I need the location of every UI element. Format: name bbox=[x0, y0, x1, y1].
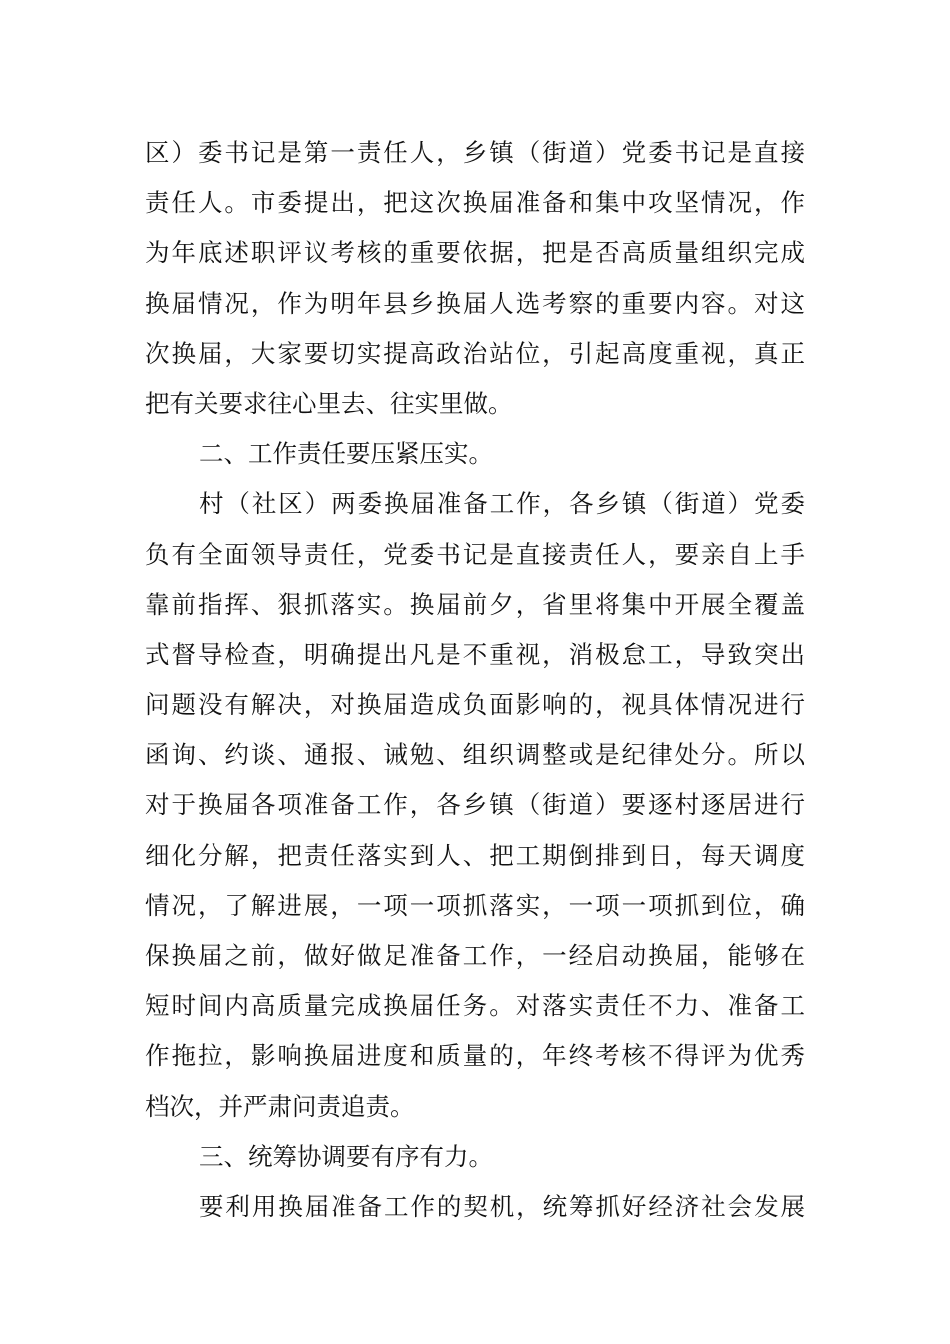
paragraph-line: 靠前指挥、狠抓落实。换届前夕，省里将集中开展全覆盖 bbox=[145, 589, 805, 619]
section-heading: 三、统筹协调要有序有力。 bbox=[199, 1141, 493, 1171]
paragraph-line: 作拖拉，影响换届进度和质量的，年终考核不得评为优秀 bbox=[145, 1041, 805, 1071]
paragraph-line: 函询、约谈、通报、诫勉、组织调整或是纪律处分。所以 bbox=[145, 740, 805, 770]
paragraph-line: 情况，了解进展，一项一项抓落实，一项一项抓到位，确 bbox=[145, 890, 805, 920]
paragraph-line: 短时间内高质量完成换届任务。对落实责任不力、准备工 bbox=[145, 991, 805, 1021]
paragraph-line: 责任人。市委提出，把这次换届准备和集中攻坚情况，作 bbox=[145, 188, 805, 218]
document-page bbox=[145, 128, 805, 1232]
paragraph-line: 换届情况，作为明年县乡换届人选考察的重要内容。对这 bbox=[145, 288, 805, 318]
section-heading: 二、工作责任要压紧压实。 bbox=[199, 439, 493, 469]
paragraph-line: 村（社区）两委换届准备工作，各乡镇（街道）党委 bbox=[199, 489, 805, 519]
paragraph-line: 区）委书记是第一责任人，乡镇（街道）党委书记是直接 bbox=[145, 138, 805, 167]
paragraph-line: 为年底述职评议考核的重要依据，把是否高质量组织完成 bbox=[145, 238, 805, 268]
paragraph-line: 保换届之前，做好做足准备工作，一经启动换届，能够在 bbox=[145, 941, 805, 970]
paragraph-line: 把有关要求往心里去、往实里做。 bbox=[145, 388, 513, 418]
paragraph-line: 次换届，大家要切实提高政治站位，引起高度重视，真正 bbox=[145, 338, 805, 368]
paragraph-line: 档次，并严肃问责追责。 bbox=[145, 1091, 415, 1121]
paragraph-line: 负有全面领导责任，党委书记是直接责任人，要亲自上手 bbox=[145, 539, 805, 569]
paragraph-line: 要利用换届准备工作的契机，统筹抓好经济社会发展 bbox=[199, 1191, 805, 1221]
paragraph-line: 问题没有解决，对换届造成负面影响的，视具体情况进行 bbox=[145, 690, 805, 720]
paragraph-line: 式督导检查，明确提出凡是不重视，消极怠工，导致突出 bbox=[145, 639, 805, 669]
paragraph-line: 对于换届各项准备工作，各乡镇（街道）要逐村逐居进行 bbox=[145, 790, 805, 820]
paragraph-line: 细化分解，把责任落实到人、把工期倒排到日，每天调度 bbox=[145, 840, 805, 870]
